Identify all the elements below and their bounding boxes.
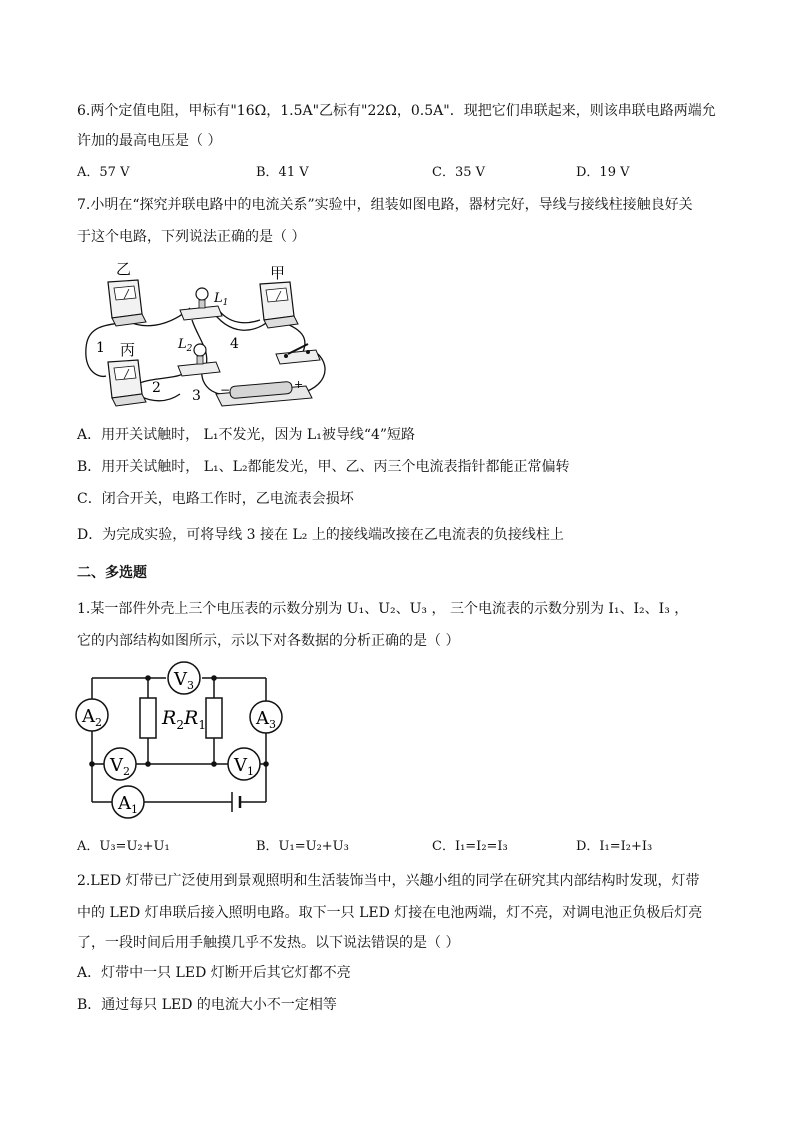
label-jia: 甲 bbox=[270, 264, 286, 282]
q7-option-a: A．用开关试触时， L₁不发光，因为 L₁被导线“4”短路 bbox=[77, 427, 416, 443]
m1-option-a: A．U₃=U₂+U₁ bbox=[77, 839, 170, 854]
label-yi: 乙 bbox=[116, 260, 132, 278]
q6-option-a: A．57 V bbox=[77, 165, 130, 180]
meter-a3: $A_3$ bbox=[256, 708, 276, 731]
label-bing: 丙 bbox=[120, 341, 136, 359]
q7-option-b: B．用开关试触时， L₁、L₂都能发光，甲、乙、丙三个电流表指针都能正常偏转 bbox=[77, 459, 570, 475]
m2-stem-line1: 2.LED 灯带已广泛使用到景观照明和生活装饰当中，兴趣小组的同学在研究其内部结构时发现，灯带 bbox=[77, 873, 700, 889]
m2-stem-line2: 中的 LED 灯串联后接入照明电路。取下一只 LED 灯接在电池两端，灯不亮，对调电池正负极后灯亮 bbox=[77, 905, 703, 921]
q6-stem-line2: 许加的最高电压是（ ） bbox=[77, 133, 222, 149]
q7-option-d: D．为完成实验，可将导线 3 接在 L₂ 上的接线端改接在乙电流表的负接线柱上 bbox=[77, 527, 564, 543]
q6-option-d: D．19 V bbox=[576, 165, 630, 180]
m1-option-c: C．I₁=I₂=I₃ bbox=[432, 839, 508, 854]
label-wire-4: 4 bbox=[230, 336, 239, 352]
switch bbox=[276, 344, 320, 364]
ammeter-jia bbox=[260, 282, 298, 328]
label-l2: $L_2$ bbox=[178, 337, 193, 354]
m2-option-b: B．通过每只 LED 的电流大小不一定相等 bbox=[77, 997, 337, 1013]
meter-a1: $A_1$ bbox=[118, 793, 138, 816]
q7-stem-line1: 7.小明在“探究并联电路中的电流关系”实验中，组装如图电路，器材完好，导线与接线柱接触良好关 bbox=[77, 197, 693, 213]
m1-option-b: B．U₁=U₂+U₃ bbox=[256, 839, 349, 854]
label-battery-minus: − bbox=[220, 383, 231, 397]
wire-path bbox=[217, 308, 260, 323]
meter-v3: $V_3$ bbox=[174, 669, 194, 692]
resistor-r1-label: $R_1$ bbox=[184, 707, 206, 732]
section-title: 二、多选题 bbox=[77, 565, 147, 581]
m2-stem-line3: 了，一段时间后用手触摸几乎不发热。以下说法错误的是（ ） bbox=[77, 935, 460, 951]
q7-stem-line2: 于这个电路，下列说法正确的是（ ） bbox=[77, 229, 306, 245]
q6-option-b: B．41 V bbox=[256, 165, 309, 180]
label-battery-plus: + bbox=[294, 378, 304, 391]
m1-option-d: D．I₁=I₂+I₃ bbox=[576, 839, 653, 854]
ammeter-bing bbox=[108, 360, 146, 406]
ammeter-yi bbox=[108, 280, 146, 326]
q7-circuit-figure bbox=[80, 258, 340, 410]
q6-stem-line1: 6.两个定值电阻，甲标有"16Ω，1.5A"乙标有"22Ω，0.5A"．现把它们串联起来，则该串联电路两端允 bbox=[77, 103, 716, 119]
meter-v2: $V_2$ bbox=[110, 755, 130, 778]
m1-circuit-figure bbox=[74, 660, 294, 820]
m2-option-a: A．灯带中一只 LED 灯断开后其它灯都不亮 bbox=[77, 965, 351, 981]
label-wire-3: 3 bbox=[192, 388, 201, 404]
m1-stem-line2: 它的内部结构如图所示，示以下对各数据的分析正确的是（ ） bbox=[77, 633, 460, 649]
label-wire-1: 1 bbox=[96, 340, 105, 356]
q7-option-c: C．闭合开关，电路工作时，乙电流表会损坏 bbox=[77, 491, 354, 507]
resistor-r2-label: $R_2$ bbox=[162, 707, 184, 732]
meter-a2: $A_2$ bbox=[82, 706, 102, 729]
q6-option-c: C．35 V bbox=[432, 165, 486, 180]
label-l1: $L_1$ bbox=[214, 291, 229, 308]
label-wire-2: 2 bbox=[152, 380, 161, 396]
meter-v1: $V_1$ bbox=[234, 755, 254, 778]
m1-stem-line1: 1.某一部件外壳上三个电压表的示数分别为 U₁、U₂、U₃ ， 三个电流表的示数分别为 I₁、I₂、I₃ ， bbox=[77, 601, 689, 617]
